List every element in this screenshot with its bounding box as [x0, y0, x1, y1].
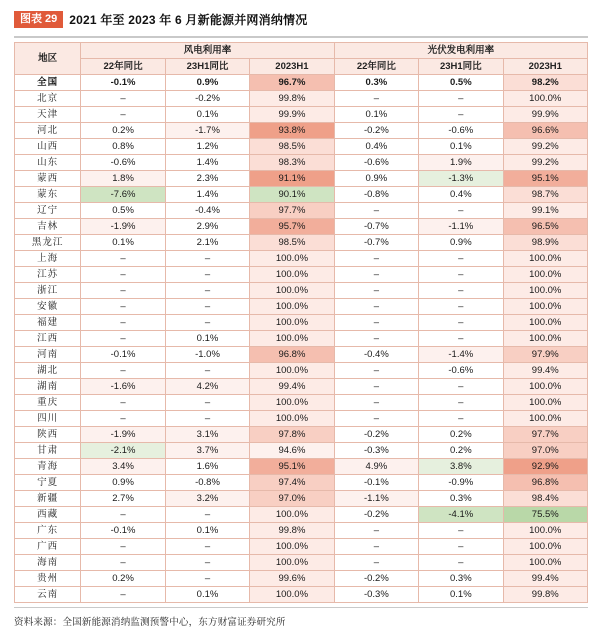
cell-solar-yoy22: –	[334, 363, 418, 379]
cell-region: 山东	[15, 155, 81, 171]
cell-region: 四川	[15, 411, 81, 427]
cell-wind-yoy22: 0.1%	[81, 235, 165, 251]
cell-solar-yoy23h1: –	[419, 331, 503, 347]
cell-wind-yoy23h1: 0.1%	[165, 107, 249, 123]
cell-solar-2023h1: 97.7%	[503, 427, 587, 443]
cell-solar-2023h1: 95.1%	[503, 171, 587, 187]
cell-wind-yoy23h1: 3.1%	[165, 427, 249, 443]
cell-wind-2023h1: 99.8%	[250, 91, 334, 107]
cell-solar-yoy22: -0.3%	[334, 443, 418, 459]
cell-wind-yoy23h1: 2.1%	[165, 235, 249, 251]
cell-wind-yoy22: –	[81, 283, 165, 299]
cell-wind-yoy22: -0.1%	[81, 523, 165, 539]
cell-region: 安徽	[15, 299, 81, 315]
cell-wind-2023h1: 100.0%	[250, 363, 334, 379]
cell-wind-yoy23h1: –	[165, 299, 249, 315]
cell-wind-2023h1: 100.0%	[250, 251, 334, 267]
cell-solar-2023h1: 98.4%	[503, 491, 587, 507]
table-row	[15, 491, 588, 507]
column-header-solar-yoy22: 22年同比	[334, 59, 418, 75]
cell-region: 广西	[15, 539, 81, 555]
cell-wind-2023h1: 100.0%	[250, 555, 334, 571]
table-row	[15, 539, 588, 555]
cell-solar-yoy23h1: –	[419, 555, 503, 571]
cell-solar-2023h1: 75.5%	[503, 507, 587, 523]
cell-wind-2023h1: 90.1%	[250, 187, 334, 203]
cell-wind-2023h1: 97.8%	[250, 427, 334, 443]
cell-wind-2023h1: 96.8%	[250, 347, 334, 363]
cell-region: 河北	[15, 123, 81, 139]
cell-wind-2023h1: 98.3%	[250, 155, 334, 171]
cell-wind-yoy22: -0.1%	[81, 347, 165, 363]
cell-wind-yoy22: –	[81, 507, 165, 523]
table-row	[15, 395, 588, 411]
table-head	[15, 43, 588, 75]
cell-solar-yoy23h1: -0.6%	[419, 123, 503, 139]
cell-wind-2023h1: 100.0%	[250, 315, 334, 331]
cell-solar-2023h1: 99.2%	[503, 139, 587, 155]
cell-solar-yoy23h1: 0.5%	[419, 75, 503, 91]
cell-solar-2023h1: 99.9%	[503, 107, 587, 123]
cell-region: 全国	[15, 75, 81, 91]
cell-wind-yoy22: –	[81, 315, 165, 331]
table-row	[15, 235, 588, 251]
table-row	[15, 411, 588, 427]
cell-wind-yoy22: –	[81, 363, 165, 379]
cell-solar-yoy23h1: 3.8%	[419, 459, 503, 475]
cell-wind-2023h1: 99.4%	[250, 379, 334, 395]
cell-solar-yoy22: -0.2%	[334, 571, 418, 587]
cell-solar-yoy23h1: 0.2%	[419, 443, 503, 459]
cell-wind-yoy22: –	[81, 107, 165, 123]
table-row	[15, 315, 588, 331]
cell-wind-yoy22: 0.8%	[81, 139, 165, 155]
cell-region: 广东	[15, 523, 81, 539]
column-header-solar-yoy23h1: 23H1同比	[419, 59, 503, 75]
cell-wind-2023h1: 100.0%	[250, 411, 334, 427]
cell-solar-yoy22: –	[334, 299, 418, 315]
cell-wind-yoy22: –	[81, 331, 165, 347]
cell-solar-yoy22: –	[334, 91, 418, 107]
column-header-solar-2023h1: 2023H1	[503, 59, 587, 75]
cell-region: 黑龙江	[15, 235, 81, 251]
cell-solar-yoy23h1: -4.1%	[419, 507, 503, 523]
cell-region: 蒙东	[15, 187, 81, 203]
table-row	[15, 107, 588, 123]
cell-solar-yoy23h1: 0.9%	[419, 235, 503, 251]
table-row	[15, 139, 588, 155]
cell-wind-2023h1: 95.1%	[250, 459, 334, 475]
table-group-header-row	[15, 43, 588, 59]
cell-wind-yoy23h1: –	[165, 507, 249, 523]
cell-wind-2023h1: 98.5%	[250, 235, 334, 251]
table-row	[15, 459, 588, 475]
cell-wind-2023h1: 100.0%	[250, 587, 334, 603]
cell-wind-yoy23h1: 0.9%	[165, 75, 249, 91]
source-note: 资料来源：全国新能源消纳监测预警中心，东方财富证券研究所	[14, 617, 286, 628]
cell-wind-yoy23h1: –	[165, 539, 249, 555]
cell-solar-2023h1: 100.0%	[503, 555, 587, 571]
cell-wind-yoy23h1: –	[165, 363, 249, 379]
cell-wind-yoy23h1: 4.2%	[165, 379, 249, 395]
cell-wind-yoy23h1: –	[165, 251, 249, 267]
cell-solar-2023h1: 99.8%	[503, 587, 587, 603]
cell-solar-yoy22: 4.9%	[334, 459, 418, 475]
cell-solar-yoy22: -0.2%	[334, 427, 418, 443]
cell-solar-2023h1: 92.9%	[503, 459, 587, 475]
cell-solar-yoy23h1: -0.6%	[419, 363, 503, 379]
cell-solar-yoy23h1: 0.1%	[419, 139, 503, 155]
cell-solar-yoy23h1: 0.1%	[419, 587, 503, 603]
cell-wind-2023h1: 97.4%	[250, 475, 334, 491]
cell-wind-2023h1: 100.0%	[250, 283, 334, 299]
cell-wind-yoy22: –	[81, 395, 165, 411]
table-column-header-row	[15, 59, 588, 75]
cell-wind-yoy22: -1.6%	[81, 379, 165, 395]
cell-region: 北京	[15, 91, 81, 107]
column-header-wind-yoy23h1: 23H1同比	[165, 59, 249, 75]
cell-wind-yoy22: –	[81, 539, 165, 555]
cell-solar-yoy22: -0.2%	[334, 123, 418, 139]
cell-wind-yoy23h1: –	[165, 411, 249, 427]
cell-solar-yoy22: –	[334, 267, 418, 283]
cell-region: 海南	[15, 555, 81, 571]
cell-region: 上海	[15, 251, 81, 267]
table-row	[15, 187, 588, 203]
table-row	[15, 299, 588, 315]
cell-solar-yoy22: –	[334, 315, 418, 331]
cell-solar-yoy23h1: –	[419, 523, 503, 539]
cell-region: 新疆	[15, 491, 81, 507]
cell-wind-2023h1: 96.7%	[250, 75, 334, 91]
cell-region: 福建	[15, 315, 81, 331]
cell-region: 辽宁	[15, 203, 81, 219]
cell-solar-yoy23h1: -1.1%	[419, 219, 503, 235]
cell-wind-yoy23h1: 1.4%	[165, 155, 249, 171]
cell-solar-yoy22: –	[334, 251, 418, 267]
table-row	[15, 91, 588, 107]
cell-solar-yoy23h1: –	[419, 315, 503, 331]
cell-wind-yoy23h1: 0.1%	[165, 331, 249, 347]
cell-wind-yoy22: 1.8%	[81, 171, 165, 187]
cell-solar-yoy23h1: –	[419, 203, 503, 219]
cell-solar-yoy23h1: 0.2%	[419, 427, 503, 443]
cell-solar-2023h1: 96.8%	[503, 475, 587, 491]
cell-region: 江西	[15, 331, 81, 347]
cell-region: 宁夏	[15, 475, 81, 491]
page-title: 2021 年至 2023 年 6 月新能源并网消纳情况	[69, 13, 308, 27]
cell-wind-yoy23h1: -1.7%	[165, 123, 249, 139]
cell-region: 贵州	[15, 571, 81, 587]
cell-solar-yoy23h1: –	[419, 267, 503, 283]
cell-solar-yoy22: -0.3%	[334, 587, 418, 603]
cell-wind-yoy23h1: -0.4%	[165, 203, 249, 219]
cell-wind-yoy23h1: 0.1%	[165, 587, 249, 603]
cell-solar-2023h1: 99.2%	[503, 155, 587, 171]
cell-solar-2023h1: 99.1%	[503, 203, 587, 219]
cell-region: 江苏	[15, 267, 81, 283]
cell-region: 河南	[15, 347, 81, 363]
table-row	[15, 523, 588, 539]
cell-wind-yoy23h1: –	[165, 555, 249, 571]
cell-solar-yoy23h1: –	[419, 539, 503, 555]
table-row	[15, 155, 588, 171]
cell-solar-yoy23h1: 0.3%	[419, 571, 503, 587]
cell-wind-yoy22: -7.6%	[81, 187, 165, 203]
cell-wind-yoy22: 0.9%	[81, 475, 165, 491]
cell-wind-yoy23h1: 3.7%	[165, 443, 249, 459]
cell-solar-2023h1: 99.4%	[503, 571, 587, 587]
cell-solar-yoy22: –	[334, 555, 418, 571]
cell-wind-2023h1: 99.6%	[250, 571, 334, 587]
cell-solar-yoy22: 0.4%	[334, 139, 418, 155]
cell-solar-yoy23h1: 1.9%	[419, 155, 503, 171]
table-row	[15, 555, 588, 571]
cell-wind-yoy23h1: 1.4%	[165, 187, 249, 203]
cell-region: 重庆	[15, 395, 81, 411]
cell-wind-yoy23h1: -1.0%	[165, 347, 249, 363]
cell-wind-yoy23h1: –	[165, 283, 249, 299]
cell-region: 云南	[15, 587, 81, 603]
cell-region: 浙江	[15, 283, 81, 299]
cell-solar-yoy22: -0.7%	[334, 219, 418, 235]
table-row	[15, 347, 588, 363]
cell-wind-2023h1: 91.1%	[250, 171, 334, 187]
cell-solar-yoy23h1: 0.3%	[419, 491, 503, 507]
cell-wind-yoy22: 0.2%	[81, 123, 165, 139]
column-header-region: 地区	[15, 43, 81, 75]
column-header-wind-yoy22: 22年同比	[81, 59, 165, 75]
cell-wind-2023h1: 94.6%	[250, 443, 334, 459]
table-row	[15, 443, 588, 459]
table-row	[15, 507, 588, 523]
cell-region: 陕西	[15, 427, 81, 443]
figure-title-row	[14, 0, 588, 34]
table-row	[15, 587, 588, 603]
cell-solar-yoy23h1: –	[419, 283, 503, 299]
cell-wind-yoy22: –	[81, 299, 165, 315]
cell-wind-2023h1: 100.0%	[250, 299, 334, 315]
cell-solar-yoy22: -0.7%	[334, 235, 418, 251]
cell-wind-yoy23h1: –	[165, 315, 249, 331]
cell-solar-yoy22: 0.9%	[334, 171, 418, 187]
cell-wind-yoy22: 3.4%	[81, 459, 165, 475]
cell-region: 吉林	[15, 219, 81, 235]
cell-solar-yoy23h1: –	[419, 395, 503, 411]
cell-wind-2023h1: 100.0%	[250, 539, 334, 555]
table-row	[15, 251, 588, 267]
column-header-wind-2023h1: 2023H1	[250, 59, 334, 75]
cell-solar-2023h1: 98.2%	[503, 75, 587, 91]
cell-solar-yoy22: -0.1%	[334, 475, 418, 491]
cell-wind-2023h1: 99.8%	[250, 523, 334, 539]
cell-solar-yoy23h1: –	[419, 411, 503, 427]
cell-wind-yoy23h1: –	[165, 571, 249, 587]
cell-solar-yoy22: -0.2%	[334, 507, 418, 523]
cell-wind-yoy23h1: -0.2%	[165, 91, 249, 107]
table-row	[15, 571, 588, 587]
cell-wind-yoy23h1: 1.2%	[165, 139, 249, 155]
cell-solar-yoy22: –	[334, 395, 418, 411]
cell-solar-2023h1: 99.4%	[503, 363, 587, 379]
cell-region: 蒙西	[15, 171, 81, 187]
cell-solar-yoy23h1: –	[419, 251, 503, 267]
cell-solar-yoy22: –	[334, 539, 418, 555]
table-row	[15, 363, 588, 379]
cell-region: 天津	[15, 107, 81, 123]
cell-solar-yoy23h1: 0.4%	[419, 187, 503, 203]
cell-solar-yoy22: –	[334, 379, 418, 395]
cell-wind-2023h1: 99.9%	[250, 107, 334, 123]
consumption-table	[14, 42, 588, 603]
cell-solar-2023h1: 100.0%	[503, 283, 587, 299]
cell-wind-yoy22: –	[81, 251, 165, 267]
cell-wind-2023h1: 100.0%	[250, 507, 334, 523]
cell-region: 西藏	[15, 507, 81, 523]
title-divider	[14, 36, 588, 38]
cell-wind-yoy22: –	[81, 267, 165, 283]
cell-region: 湖南	[15, 379, 81, 395]
cell-solar-2023h1: 100.0%	[503, 91, 587, 107]
cell-wind-yoy22: 0.2%	[81, 571, 165, 587]
footer-divider	[14, 607, 588, 608]
figure-number-badge: 图表 29	[14, 11, 63, 28]
table-row	[15, 123, 588, 139]
table-row	[15, 203, 588, 219]
cell-wind-yoy23h1: 2.9%	[165, 219, 249, 235]
cell-solar-yoy22: –	[334, 411, 418, 427]
cell-solar-yoy23h1: –	[419, 91, 503, 107]
cell-solar-yoy23h1: –	[419, 107, 503, 123]
cell-wind-yoy23h1: –	[165, 267, 249, 283]
cell-region: 青海	[15, 459, 81, 475]
cell-solar-yoy22: –	[334, 203, 418, 219]
cell-wind-yoy23h1: -0.8%	[165, 475, 249, 491]
table-row	[15, 267, 588, 283]
cell-region: 甘肃	[15, 443, 81, 459]
cell-solar-2023h1: 98.9%	[503, 235, 587, 251]
cell-wind-2023h1: 93.8%	[250, 123, 334, 139]
cell-solar-2023h1: 100.0%	[503, 299, 587, 315]
cell-wind-yoy23h1: –	[165, 395, 249, 411]
cell-solar-2023h1: 100.0%	[503, 251, 587, 267]
cell-solar-2023h1: 100.0%	[503, 379, 587, 395]
cell-solar-2023h1: 100.0%	[503, 331, 587, 347]
cell-solar-yoy22: –	[334, 523, 418, 539]
cell-solar-2023h1: 100.0%	[503, 523, 587, 539]
cell-solar-2023h1: 98.7%	[503, 187, 587, 203]
cell-wind-yoy22: –	[81, 555, 165, 571]
cell-solar-2023h1: 96.6%	[503, 123, 587, 139]
cell-solar-2023h1: 100.0%	[503, 411, 587, 427]
cell-wind-2023h1: 100.0%	[250, 267, 334, 283]
table-row	[15, 331, 588, 347]
cell-wind-yoy22: –	[81, 587, 165, 603]
cell-wind-2023h1: 95.7%	[250, 219, 334, 235]
cell-wind-yoy22: –	[81, 91, 165, 107]
cell-wind-yoy23h1: 2.3%	[165, 171, 249, 187]
cell-solar-yoy22: -0.4%	[334, 347, 418, 363]
cell-wind-yoy22: 0.5%	[81, 203, 165, 219]
cell-solar-2023h1: 96.5%	[503, 219, 587, 235]
cell-solar-2023h1: 97.9%	[503, 347, 587, 363]
cell-wind-yoy22: -0.1%	[81, 75, 165, 91]
group-header-wind: 风电利用率	[81, 43, 334, 59]
cell-wind-yoy23h1: 0.1%	[165, 523, 249, 539]
table-body	[15, 75, 588, 603]
cell-solar-2023h1: 100.0%	[503, 315, 587, 331]
cell-wind-yoy22: 2.7%	[81, 491, 165, 507]
cell-wind-2023h1: 98.5%	[250, 139, 334, 155]
cell-solar-2023h1: 100.0%	[503, 395, 587, 411]
cell-region: 山西	[15, 139, 81, 155]
cell-wind-2023h1: 100.0%	[250, 395, 334, 411]
cell-solar-2023h1: 100.0%	[503, 539, 587, 555]
cell-wind-yoy22: -1.9%	[81, 427, 165, 443]
cell-solar-2023h1: 100.0%	[503, 267, 587, 283]
group-header-solar: 光伏发电利用率	[334, 43, 587, 59]
cell-wind-yoy22: -1.9%	[81, 219, 165, 235]
table-row	[15, 75, 588, 91]
table-row	[15, 427, 588, 443]
cell-solar-yoy23h1: –	[419, 299, 503, 315]
cell-solar-yoy23h1: -1.4%	[419, 347, 503, 363]
cell-wind-yoy22: –	[81, 411, 165, 427]
cell-solar-yoy22: -0.6%	[334, 155, 418, 171]
cell-solar-yoy22: –	[334, 331, 418, 347]
cell-region: 湖北	[15, 363, 81, 379]
cell-wind-2023h1: 97.7%	[250, 203, 334, 219]
cell-solar-yoy22: 0.1%	[334, 107, 418, 123]
table-row	[15, 283, 588, 299]
cell-wind-2023h1: 100.0%	[250, 331, 334, 347]
cell-wind-yoy23h1: 1.6%	[165, 459, 249, 475]
table-row	[15, 219, 588, 235]
cell-solar-yoy22: –	[334, 283, 418, 299]
cell-wind-yoy23h1: 3.2%	[165, 491, 249, 507]
cell-solar-yoy22: -1.1%	[334, 491, 418, 507]
cell-wind-yoy22: -0.6%	[81, 155, 165, 171]
cell-solar-2023h1: 97.0%	[503, 443, 587, 459]
table-row	[15, 379, 588, 395]
cell-solar-yoy23h1: -1.3%	[419, 171, 503, 187]
cell-solar-yoy22: 0.3%	[334, 75, 418, 91]
table-row	[15, 475, 588, 491]
cell-solar-yoy22: -0.8%	[334, 187, 418, 203]
cell-solar-yoy23h1: –	[419, 379, 503, 395]
cell-solar-yoy23h1: -0.9%	[419, 475, 503, 491]
table-row	[15, 171, 588, 187]
cell-wind-yoy22: -2.1%	[81, 443, 165, 459]
cell-wind-2023h1: 97.0%	[250, 491, 334, 507]
